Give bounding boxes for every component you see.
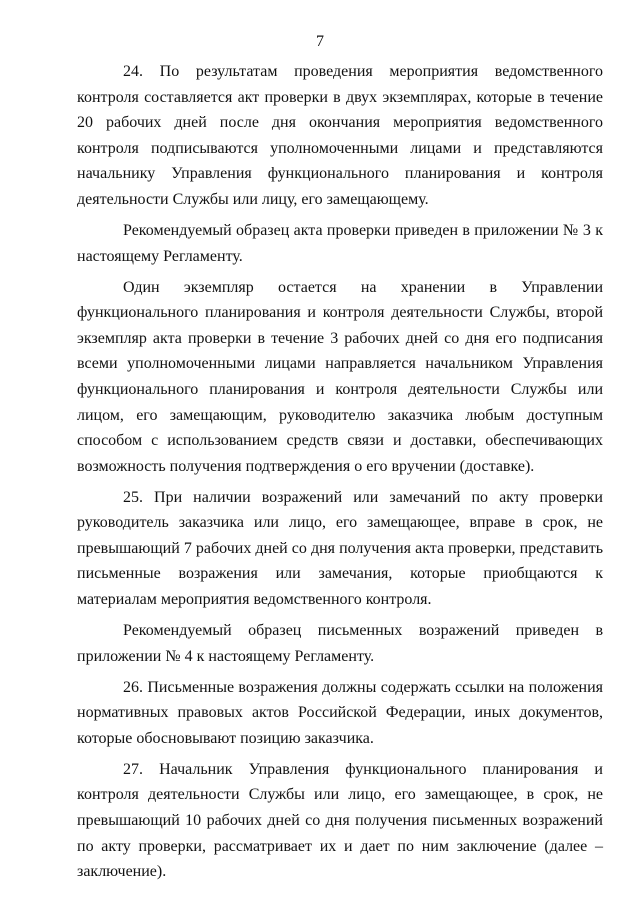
paragraph-24: 24. По результатам проведения мероприятия ведомственного контроля составляется акт проверки в двух экземплярах, которые в течение 20 рабочих дней после дня окончания мероприятия ведомственного контроля подписываются уполномоченными лицами и представляются начальнику Управления функционального планирования и контроля деятельности Службы или лицу, его замещающему. — [77, 63, 603, 208]
paragraph-copy-storage: Один экземпляр остается на хранении в Управлении функционального планирования и контроля деятельности Службы, второй экземпляр акта проверки в течение 3 рабочих дней со дня его подписания всеми уполномоченными лицами направляется начальником Управления функционального планирования и контроля деятельности Службы или лицом, его замещающим, руководителю заказчика любым доступным способом с использованием средств связи и доставки, обеспечивающих возможность получения подтверждения о его вручении (доставке). — [77, 278, 603, 475]
document-body — [77, 59, 603, 885]
paragraph-appendix-3-reference: Рекомендуемый образец акта проверки приведен в приложении № 3 к настоящему Регламенту. — [77, 221, 603, 265]
paragraph-appendix-4-reference: Рекомендуемый образец письменных возражений приведен в приложении № 4 к настоящему Регламенту. — [77, 622, 603, 665]
paragraph-26: 26. Письменные возражения должны содержать ссылки на положения нормативных правовых актов Российской Федерации, иных документов, которые обосновывают позицию заказчика. — [77, 678, 603, 747]
paragraph-27: 27. Начальник Управления функционального планирования и контроля деятельности Службы или лицо, его замещающее, в срок, не превышающий 10 рабочих дней со дня получения письменных возражений по акту проверки, рассматривает их и дает по ним заключение (далее – заключение). — [77, 760, 603, 881]
page-number: 7 — [316, 33, 324, 50]
paragraph-25: 25. При наличии возражений или замечаний по акту проверки руководитель заказчика или лицо, его замещающее, вправе в срок, не превышающий 7 рабочих дней со дня получения акта проверки, представить письменные возражения или замечания, которые приобщаются к материалам мероприятия ведомственного контроля. — [77, 488, 603, 609]
